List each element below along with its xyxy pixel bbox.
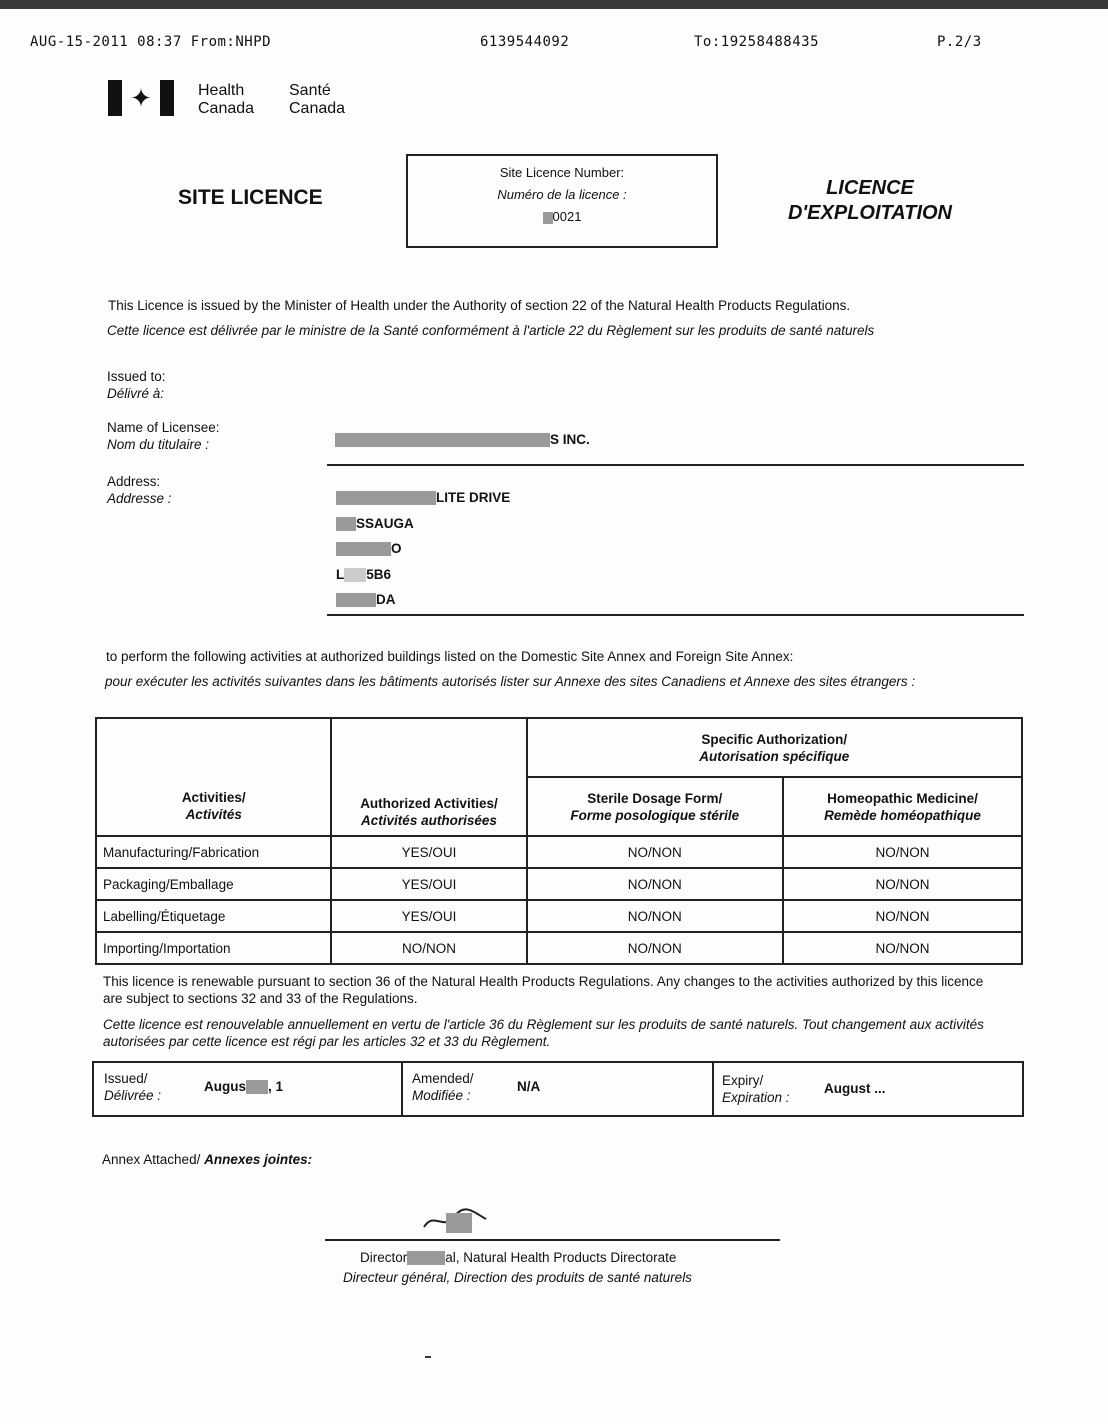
- fax-page-number: P.2/3: [937, 34, 982, 50]
- header-authorized: Authorized Activities/ Activités authorisées: [331, 718, 526, 836]
- activity-cell: Packaging/Emballage: [96, 868, 331, 900]
- fax-date-time: AUG-15-2011 08:37 From:NHPD: [30, 34, 272, 50]
- health-canada-en: Health Canada: [198, 82, 255, 117]
- address-underline: [327, 614, 1024, 616]
- fax-from-number: 6139544092: [480, 34, 570, 50]
- signature-mark: [420, 1205, 490, 1235]
- authorized-cell: YES/OUI: [331, 836, 526, 868]
- signature-line: [325, 1239, 780, 1241]
- licensee-label: Name of Licensee: Nom du titulaire :: [107, 420, 220, 452]
- signatory-title-en: Director al, Natural Health Products Directorate: [360, 1250, 677, 1265]
- activities-table: [95, 717, 1023, 965]
- renewal-fr: Cette licence est renouvelable annuellement en vertu de l'article 36 du Règlement sur les produits de santé naturels. Tout changement aux activités autorisées par cette licence est régi par les articles 32 et 33 du Règlement.: [103, 1017, 984, 1049]
- scan-speck: [425, 1356, 431, 1358]
- licensee-name: S INC.: [335, 431, 590, 448]
- top-scan-border: [0, 0, 1108, 9]
- amended-date: N/A: [517, 1079, 541, 1094]
- annex-attached: Annex Attached/ Annexes jointes:: [102, 1152, 313, 1167]
- signatory-title-fr: Directeur général, Direction des produits de santé naturels: [343, 1270, 692, 1285]
- renewal-en: This licence is renewable pursuant to section 36 of the Natural Health Products Regulations. Any changes to the activities authorized by this licence are subject to sections 32 and 33 of the Regulations.: [103, 974, 984, 1006]
- intro-en: This Licence is issued by the Minister of Health under the Authority of section 22 of the Natural Health Products Regulations.: [108, 298, 851, 313]
- title-licence-exploitation: LICENCE D'EXPLOITATION: [787, 177, 952, 224]
- issued-label: Issued/ Délivrée :: [104, 1071, 162, 1103]
- authorized-cell: YES/OUI: [331, 868, 526, 900]
- dates-box: [92, 1061, 1024, 1117]
- sterile-cell: NO/NON: [527, 836, 784, 868]
- table-row: [96, 836, 1022, 868]
- expiry-date: August ...: [824, 1081, 886, 1096]
- header-sterile: Sterile Dosage Form/ Forme posologique stérile: [527, 777, 784, 836]
- title-site-licence: SITE LICENCE: [178, 186, 323, 209]
- activity-cell: Labelling/Étiquetage: [96, 900, 331, 932]
- expiry-label: Expiry/ Expiration :: [722, 1073, 790, 1105]
- header-specific-authorization: Specific Authorization/ Autorisation spécifique: [527, 718, 1023, 777]
- amended-label: Amended/ Modifiée :: [412, 1071, 474, 1103]
- header-homeopathic: Homeopathic Medicine/ Remède homéopathique: [783, 777, 1022, 836]
- table-row: [96, 868, 1022, 900]
- homeopathic-cell: NO/NON: [783, 836, 1022, 868]
- homeopathic-cell: NO/NON: [783, 868, 1022, 900]
- header-activities: Activities/ Activités: [96, 718, 331, 836]
- licence-number-box: Site Licence Number: Numéro de la licence : 0021: [406, 154, 718, 248]
- table-row: [96, 900, 1022, 932]
- activity-cell: Importing/Importation: [96, 932, 331, 964]
- licensee-underline: [327, 464, 1024, 466]
- sterile-cell: NO/NON: [527, 868, 784, 900]
- issued-to-label: Issued to: Délivré à:: [107, 369, 166, 401]
- canada-flag-icon: ✦: [108, 80, 174, 116]
- authorized-cell: YES/OUI: [331, 900, 526, 932]
- authorized-cell: NO/NON: [331, 932, 526, 964]
- homeopathic-cell: NO/NON: [783, 932, 1022, 964]
- activity-cell: Manufacturing/Fabrication: [96, 836, 331, 868]
- intro-fr: Cette licence est délivrée par le ministre de la Santé conformément à l'article 22 du Règlement sur les produits de santé naturels: [107, 323, 875, 338]
- fax-to-number: To:19258488435: [694, 34, 820, 50]
- homeopathic-cell: NO/NON: [783, 900, 1022, 932]
- address-label: Address: Addresse :: [107, 474, 172, 506]
- issued-date: Augus , 1: [204, 1079, 284, 1094]
- table-row: [96, 932, 1022, 964]
- sante-canada-fr: Santé Canada: [289, 82, 346, 117]
- sterile-cell: NO/NON: [527, 900, 784, 932]
- sterile-cell: NO/NON: [527, 932, 784, 964]
- activities-intro-en: to perform the following activities at authorized buildings listed on the Domestic Site Annex and Foreign Site Annex:: [106, 649, 794, 664]
- activities-intro-fr: pour exécuter les activités suivantes dans les bâtiments autorisés lister sur Annexe des sites Canadiens et Annexe des sites étrangers :: [105, 674, 916, 689]
- address-lines: LITE DRIVE SSAUGA O L 5B6 DA: [336, 490, 511, 607]
- licence-number: 0021: [552, 209, 582, 224]
